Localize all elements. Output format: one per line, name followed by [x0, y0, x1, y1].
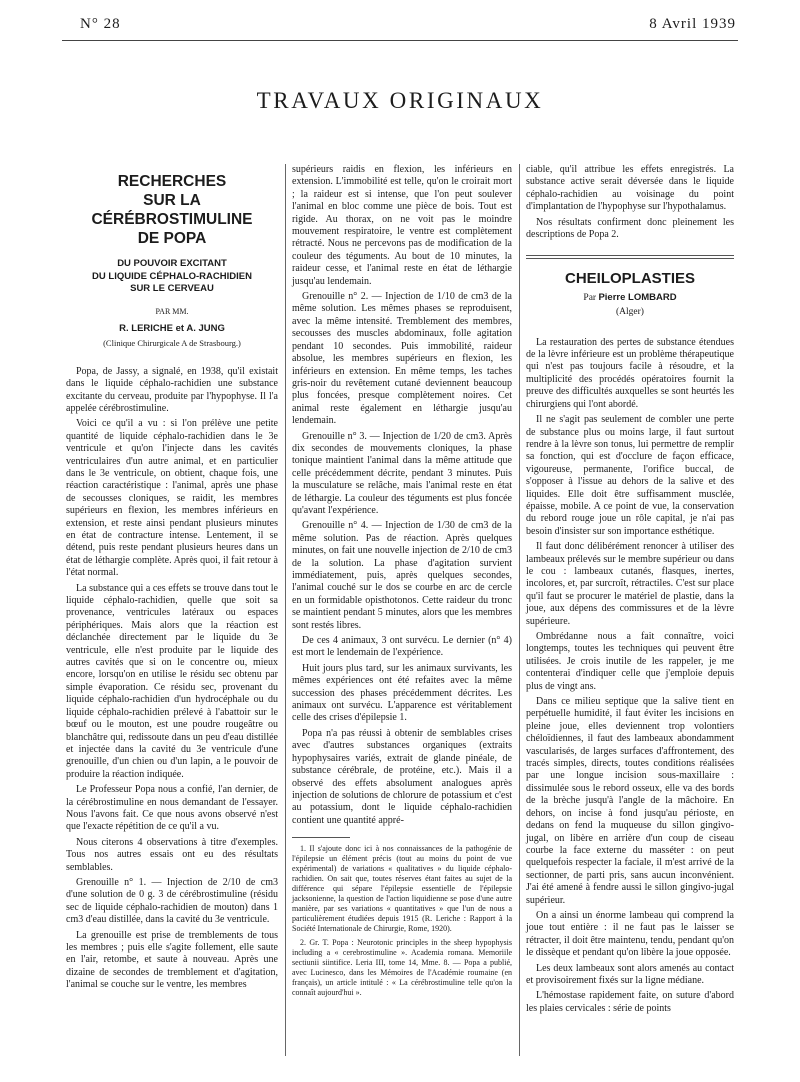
article1-subtitle [66, 258, 278, 296]
header-rule [62, 40, 738, 41]
article1-subtitle-line: SUR LE CERVEAU [130, 283, 214, 294]
paragraph: supérieurs raidis en flexion, les inférieurs en extension. L'immobilité est telle, qu'on le croirait mort ; la raideur est si intense, que l'on peut soulever l'animal en bloc comme une pièce de bois. Tout est rigide. Au thorax, on ne voit pas le moindre mouvement respiratoire, le ventre est complètement rétracté. Nous ne percevons pas de modification de la couleur des téguments. Au bout de 10 minutes, la raideur cesse, et l'animal reste en état de léthargie jusqu'au lendemain. [292, 164, 512, 287]
article2-byline [526, 292, 734, 304]
article1-subtitle-line: DU LIQUIDE CÉPHALO-RACHIDIEN [92, 270, 252, 282]
paragraph: Nos résultats confirment donc pleinement les descriptions de Popa 2. [526, 216, 734, 241]
paragraph: De ces 4 animaux, 3 ont survécu. Le dernier (n° 4) est mort le lendemain de l'expérience. [292, 635, 512, 659]
paragraph: Grenouille n° 1. — Injection de 2/10 de cm3 d'une solution de 0 g. 3 de cérébrostimuline (résidu sec de liquide céphalo-rachidien de mouton) dans 1 cm3 d'eau distillée, dans la cavité du 3e ventricule. [66, 876, 278, 926]
paragraph: La restauration des pertes de substance étendues de la lèvre inférieure est un problème thérapeutique qui n'est pas toujours facile à résoudre, et la multiplicité des procédés opératoires fournit la preuve des difficultés auxquelles se sont heurtés les chirurgiens qui l'ont abordé. [526, 336, 734, 410]
article1-title-line: SUR LA CÉRÉBROSTIMULINE [91, 192, 253, 228]
paragraph: La substance qui a ces effets se trouve dans tout le liquide céphalo-rachidien, quelle que soit sa provenance, ventricules latéraux ou espaces périphériques. Mais alors que la réaction est déclanchée directement par le liquide du 3e ventricule, elle n'est produite par le liquide des autres cavités que si on le concentre ou, mieux encore, lorsqu'on en utilise le résidu sec obtenu par simple évaporation. Ce résidu sec, provenant du liquide céphalo-rachidien d'un hydrocéphale ou du liquide céphalo-rachidien prélevé à l'abattoir sur le bœuf ou le mouton, est une poudre rougeâtre ou blanchâtre qui, redissoute dans un peu d'eau distillée et injectée dans la cavité du 3e ventricule d'une grenouille, d'un chien ou d'un lapin, a le pouvoir de produire la réaction indiquée. [66, 582, 278, 780]
column-1 [66, 172, 278, 995]
paragraph: Le Professeur Popa nous a confié, l'an dernier, de la cérébrostimuline en nous demandant de l'essayer. Nous l'avons fait. Ce que nous avons observé n'est que l'exacte répétition de ce qu'il a vu. [66, 784, 278, 833]
article1-affiliation: (Clinique Chirurgicale A de Strasbourg.) [103, 338, 241, 349]
paragraph: Popa n'a pas réussi à obtenir de semblables crises avec d'autres substances organiques (extraits hypophysaires variés, extrait de glande pinéale, de substance cérébrale, de protéine, etc.). Mais il a observé des effets absolument analogues après injection de solutions de chlorure de potassium et c'est au potassium, dont le liquide céphalo-rachidien contient une quantité appré- [292, 727, 512, 826]
paragraph: Grenouille n° 3. — Injection de 1/20 de cm3. Après dix secondes de mouvements cloniques, la phase tonique maintient l'animal dans la même attitude que celle précédemment décrite, pendant 3 minutes. Puis la musculature se relâche, mais l'animal reste en état de léthargie. La couleur des téguments est plus foncée qu'avant l'expérience. [292, 430, 512, 516]
section-title: TRAVAUX ORIGINAUX [256, 88, 544, 113]
column-2 [292, 164, 512, 1002]
article1-title [66, 172, 278, 248]
article1-subtitle-line: DU POUVOIR EXCITANT [117, 258, 227, 269]
paragraph: Voici ce qu'il a vu : si l'on prélève une petite quantité de liquide céphalo-rachidien dans le 3e ventricule et qu'on l'injecte dans les cavités ventriculaires d'un autre animal, et en particulier dans le 3e ventricule, on obtient, chaque fois, une réaction caractéristique : l'animal, après une phase de secousses cloniques, se raidit, les membres supérieurs en flexion, les membres inférieurs en extension, et reste ainsi pendant plusieurs minutes en état de contracture intense. Lentement, il se détend, puis reste pendant plusieurs heures dans un état de léthargie complète. Après quoi, il fait retour à l'état normal. [66, 418, 278, 579]
paragraph: Nous citerons 4 observations à titre d'exemples. Tous nos autres essais ont eu des résultats semblables. [66, 836, 278, 873]
paragraph: Il ne s'agit pas seulement de combler une perte de substance plus ou moins large, il faut surtout rendre à la lèvre son tonus, lui permettre de remplir sa fonction, qui est d'occlure de façon efficace, vigoureuse, permanente, l'orifice buccal, de s'opposer à l'issue au dehors de la salive et des liquides. Elle doit être suffisamment musclée, épaisse, mobile. A ce point de vue, la conservation du rebord rouge joue un rôle capital, je n'ai pas besoin d'insister sur son importance esthétique. [526, 414, 734, 537]
column-divider [285, 164, 286, 1056]
article1-authors: R. LERICHE et A. JUNG [119, 322, 225, 334]
article-separator [526, 255, 734, 259]
paragraph: La grenouille est prise de tremblements de tous les membres ; puis elle s'agite follement, elle saute en l'air, retombe, et saute à nouveau. Après une dizaine de secondes de tremblement et d'agitation, l'animal se couche sur le ventre, les membres [66, 929, 278, 991]
paragraph: Les deux lambeaux sont alors amenés au contact et provisoirement fixés sur la ligne médiane. [526, 962, 734, 986]
paragraph: Popa, de Jassy, a signalé, en 1938, qu'il existait dans le liquide céphalo-rachidien une substance excitante du cerveau, produite par l'hypophyse. Il l'a appelée cérébrostimuline. [66, 365, 278, 414]
paragraph: On a ainsi un énorme lambeau qui comprend la joue tout entière : il ne faut pas le laisser se rétracter, il doit être maintenu, tendu, pendant qu'on le dissèque et pendant qu'on libère la joue opposée. [526, 909, 734, 959]
paragraph: Grenouille n° 2. — Injection de 1/10 de cm3 de la même solution. Les mêmes phases se reproduisent, avec la même intensité. Tremblement des membres, secousses des muscles abdominaux, folle agitation pendant 10 secondes. Puis immobilité, raideur absolue, les membres supérieurs en flexion, les inférieurs en extension. En même temps, les taches gris-noir du revêtement cutané deviennent beaucoup plus foncées, presque complètement noires. Cet animal reste également en léthargie jusqu'au lendemain. [292, 291, 512, 427]
paragraph: L'hémostase rapidement faite, on suture d'abord les plaies cervicales : série de points [526, 990, 734, 1014]
article2-title: CHEILOPLASTIES [564, 270, 695, 288]
article2-byline-prefix: Par [583, 292, 597, 303]
column-divider [519, 164, 520, 1056]
article1-byline-prefix: PAR MM. [155, 306, 189, 316]
column-3 [526, 164, 734, 1018]
article2-location: (Alger) [616, 307, 644, 318]
paragraph: ciable, qu'il attribue les effets enregistrés. La substance active serait déversée dans le liquide céphalo-rachidien au voisinage du point d'implantation de l'hypophyse sur l'hypothalamus. [526, 164, 734, 213]
paragraph: Il faut donc délibérément renoncer à utiliser des lambeaux prélevés sur le membre supérieur ou dans le cou : lambeaux cutanés, flasques, inertes, incolores, et, par surcroît, rétractiles. C'est sur place qu'il faut se procurer le matériel de plastie, dans la joue, aux dépens des commissures et de la lèvre supérieure. [526, 541, 734, 627]
paragraph: Grenouille n° 4. — Injection de 1/30 de cm3 de la même solution. Pas de réaction. Après quelques minutes, on fait une nouvelle injection de 2/10 de cm3 de la solution. La phase d'agitation survient immédiatement, puis, après quelques secondes, l'animal couché sur le dos se courbe en arc de cercle en un formidable opisthotonos. Cette raideur du tronc se maintient pendant 5 minutes, alors que les membres sont restés libres. [292, 520, 512, 631]
paragraph: Ombrédanne nous a fait connaître, voici longtemps, toutes les techniques qui peuvent être utilisées. Je crois inutile de les rappeler, je me contenterai d'indiquer celle que j'emploie depuis plus de vingt ans. [526, 631, 734, 692]
article1-title-line: DE POPA [137, 230, 207, 247]
footnote: 1. Il s'ajoute donc ici à nos connaissances de la pathogénie de l'épilepsie un élément précis (tout au moins du point de vue expérimental) de variations « qualitatives » du liquide céphalo-rachidien. On sait que, toutes réserves étant faites au sujet de la différence qui sépare l'épilepsie essentielle de l'épilepsie jacksonienne, la question de l'action liquidienne se pose d'une autre manière, par ses variations « quantitatives » que l'un de nous a particulièrement étudiées depuis 1915 (R. Leriche : Rapport à la Société Internationale de Chirurgie, Rome, 1920). [292, 844, 512, 934]
paragraph: Dans ce milieu septique que la salive tient en perpétuelle humidité, il faut éviter les incisions en pleine joue, elles deviennent trop volontiers chéloïdiennes, il faut des lambeaux abondamment vascularisés, de larges surfaces d'affrontement, des tracés simples, directs, toutes conditions réalisées par une longue incision sous-maxillaire : dissimulée sous le rebord osseux, elle va des bords de la brèche jusqu'à l'angle de la mâchoire. En dehors, on incise à fond jusqu'au périoste, en dedans on fend la muqueuse du sillon gingivo-jugal, on libère en arrière d'un coup de ciseau courbe la face externe du masséter : on peut quelquefois respecter la faciale, il m'est arrivé de la sectionner, de parti pris, sans aucun inconvénient. J'ai été amené à fendre aussi le sillon gingivo-jugal supérieur. [526, 696, 734, 906]
footnote: 2. Gr. T. Popa : Neurotonic principles in the sheep hypophysis including a « cerebrostimuline ». Academia romana. Memoriile sectiunii siintifice. Leria III, tome 14, Mme. 8. — Popa a publié, avec Lucinesco, dans les Mémoires de l'Académie roumaine (en français), un article intitulé : « La cérébrostimuline telle qu'on la connaît aujourd'hui ». [292, 938, 512, 998]
article2-author: Pierre LOMBARD [598, 291, 677, 303]
article1-title-line: RECHERCHES [117, 173, 227, 190]
footnote-rule [292, 837, 350, 838]
issue-date: 8 Avril 1939 [649, 16, 736, 32]
issue-number: N° 28 [80, 16, 121, 32]
paragraph: Huit jours plus tard, sur les animaux survivants, les mêmes expériences ont été refaites avec la même succession des phases précédemment décrites. Les animaux ont survécu. L'apparence est véritablement celle des crises d'épilepsie 1. [292, 662, 512, 724]
